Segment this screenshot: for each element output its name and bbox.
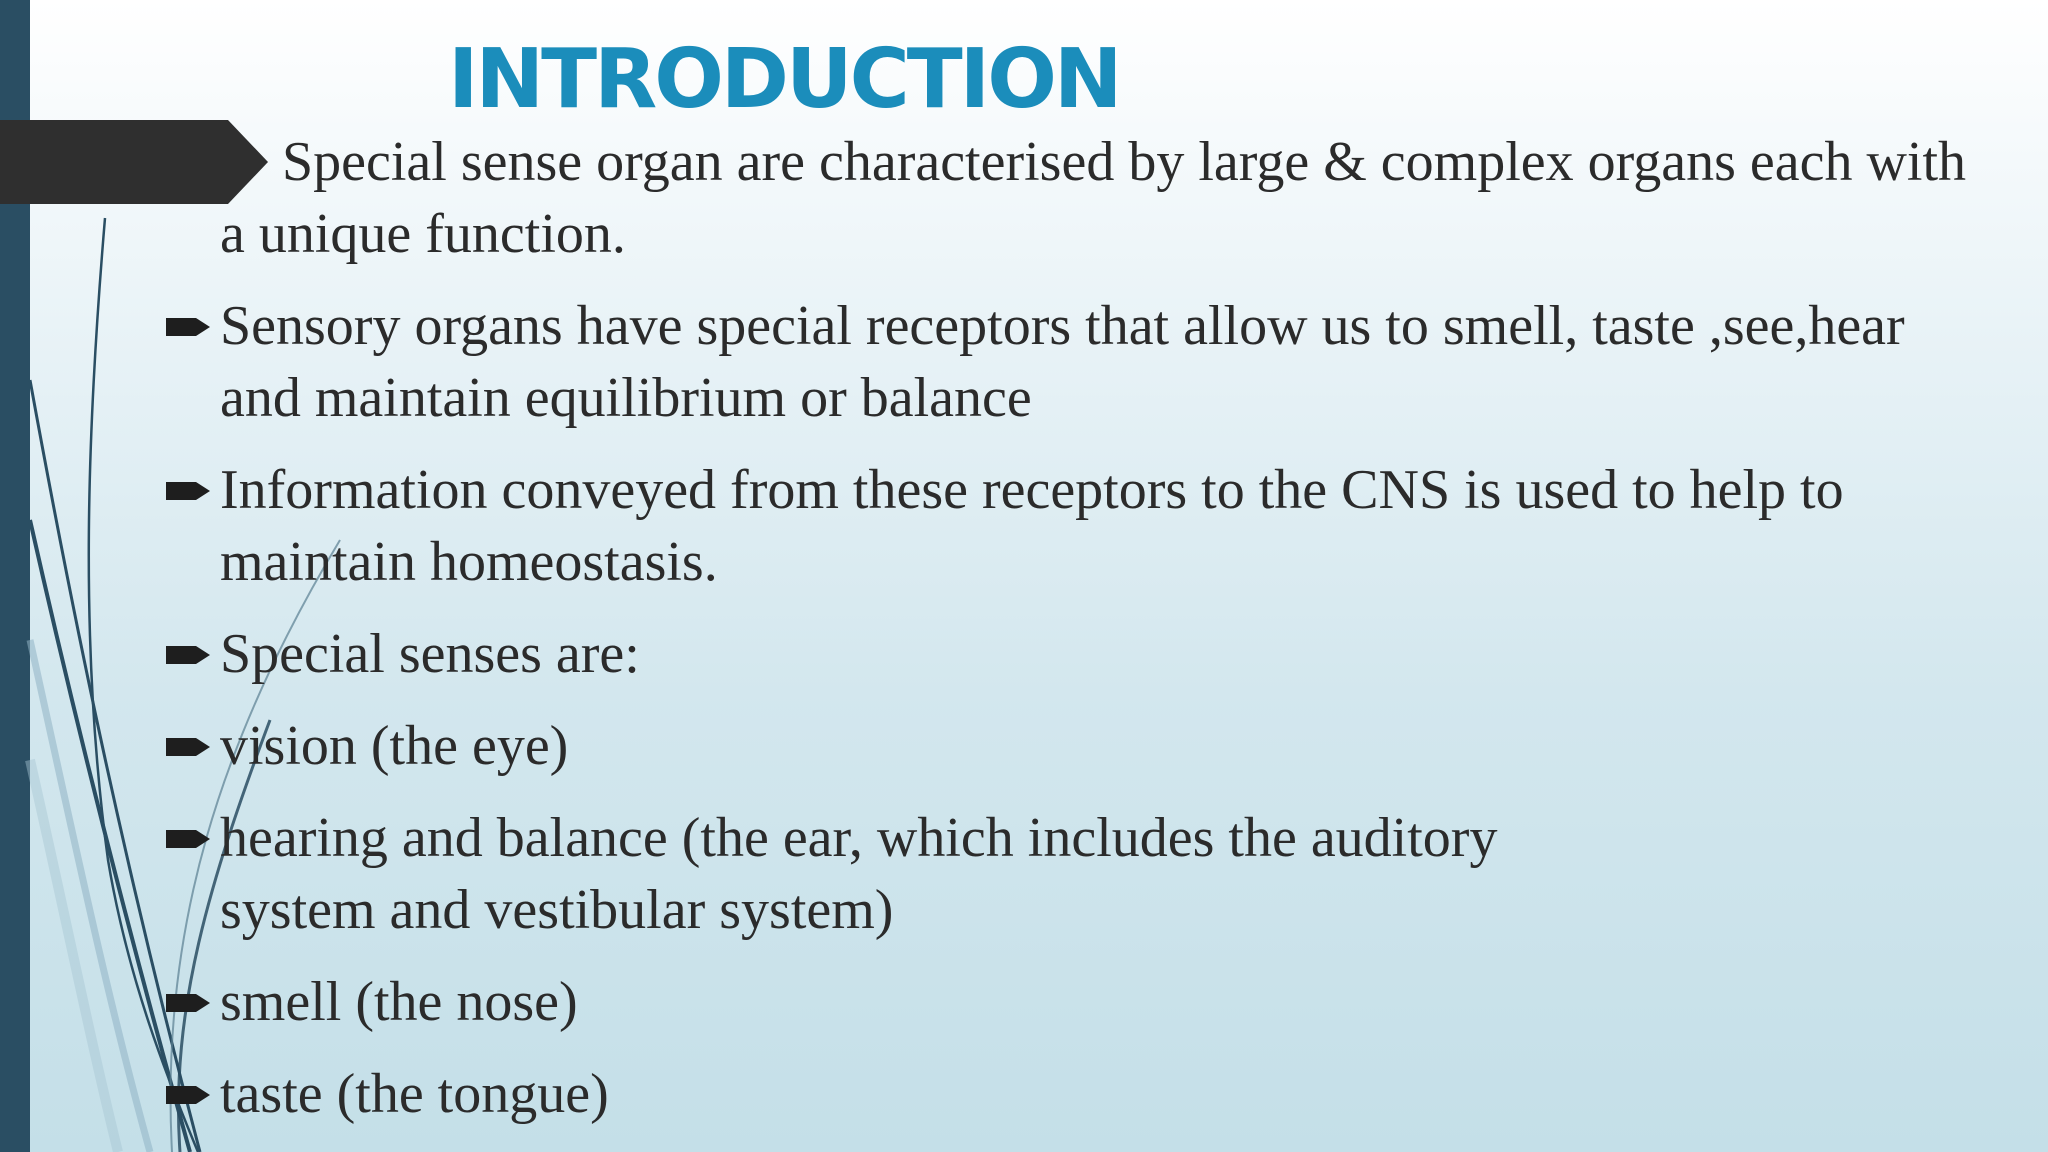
list-item-text: taste (the tongue) [220,1063,609,1125]
right-arrow-bullet-icon [166,734,212,760]
list-item [160,126,1990,270]
list-item-text: hearing and balance (the ear, which includes the auditory system and vestibular system) [220,807,1498,941]
list-item [160,966,1990,1038]
list-item [160,710,1990,782]
list-item-text: Special senses are: [220,623,640,685]
list-item [160,290,1990,434]
list-item-text: smell (the nose) [220,971,578,1033]
list-item [160,1058,1990,1130]
list-item [160,802,1990,946]
right-arrow-bullet-icon [166,478,212,504]
right-arrow-bullet-icon [166,1082,212,1108]
right-arrow-bullet-icon [166,990,212,1016]
right-arrow-bullet-icon [166,314,212,340]
bullet-list [160,126,1990,1150]
list-item-text: vision (the eye) [220,715,569,777]
right-arrow-bullet-icon [166,826,212,852]
list-item [160,618,1990,690]
list-item-text: Information conveyed from these receptors to the CNS is used to help to maintain homeostasis. [220,459,1844,593]
slide-title: INTRODUCTION [448,32,1120,127]
list-item-text: Sensory organs have special receptors that allow us to smell, taste ,see,hear and maintain equilibrium or balance [220,295,1905,429]
list-item-text: Special sense organ are characterised by large & complex organs each with a unique function. [220,131,1967,265]
list-item [160,454,1990,598]
right-arrow-bullet-icon [166,642,212,668]
